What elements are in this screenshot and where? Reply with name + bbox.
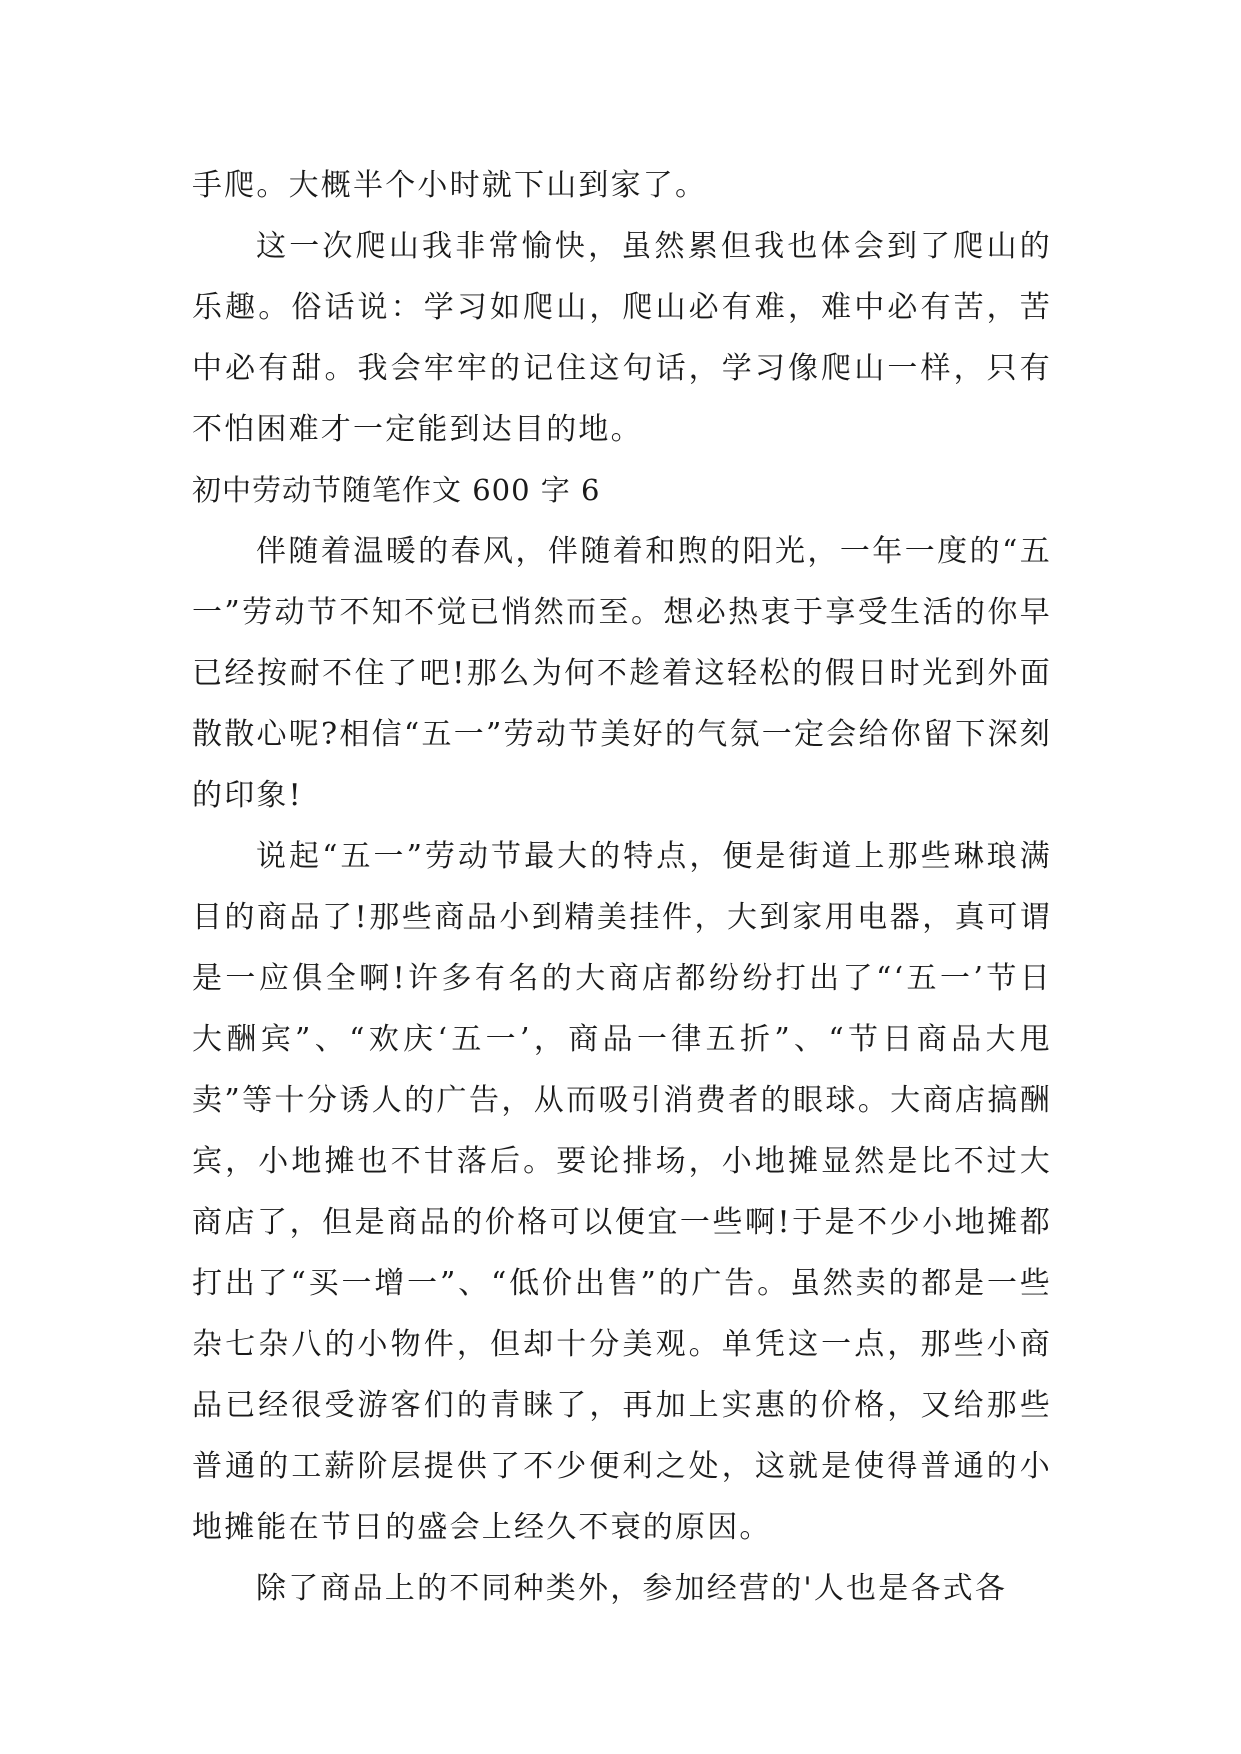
- document-body: [192, 155, 1052, 1619]
- body-paragraph: 伴随着温暖的春风，伴随着和煦的阳光，一年一度的“五一”劳动节不知不觉已悄然而至。想必热衷于享受生活的你早已经按耐不住了吧!那么为何不趁着这轻松的假日时光到外面散散心呢?相信“五一”劳动节美好的气氛一定会给你留下深刻的印象!: [192, 534, 1052, 813]
- body-paragraph: 除了商品上的不同种类外，参加经营的'人也是各式各: [256, 1571, 1008, 1606]
- section-title: 初中劳动节随笔作文 600 字 6: [192, 473, 601, 507]
- continuation-paragraph: 手爬。大概半个小时就下山到家了。: [192, 168, 708, 203]
- closing-paragraph: 这一次爬山我非常愉快，虽然累但我也体会到了爬山的乐趣。俗话说：学习如爬山，爬山必有难，难中必有苦，苦中必有甜。我会牢牢的记住这句话，学习像爬山一样，只有不怕困难才一定能到达目的地。: [192, 229, 1052, 447]
- body-paragraph: 说起“五一”劳动节最大的特点，便是街道上那些琳琅满目的商品了!那些商品小到精美挂件，大到家用电器，真可谓是一应俱全啊!许多有名的大商店都纷纷打出了“‘五一’节日大酬宾”、“欢庆‘五一’，商品一律五折”、“节日商品大甩卖”等十分诱人的广告，从而吸引消费者的眼球。大商店搞酬宾，小地摊也不甘落后。要论排场，小地摊显然是比不过大商店了，但是商品的价格可以便宜一些啊!于是不少小地摊都打出了“买一增一”、“低价出售”的广告。虽然卖的都是一些杂七杂八的小物件，但却十分美观。单凭这一点，那些小商品已经很受游客们的青睐了，再加上实惠的价格，又给那些普通的工薪阶层提供了不少便利之处，这就是使得普通的小地摊能在节日的盛会上经久不衰的原因。: [192, 839, 1052, 1545]
